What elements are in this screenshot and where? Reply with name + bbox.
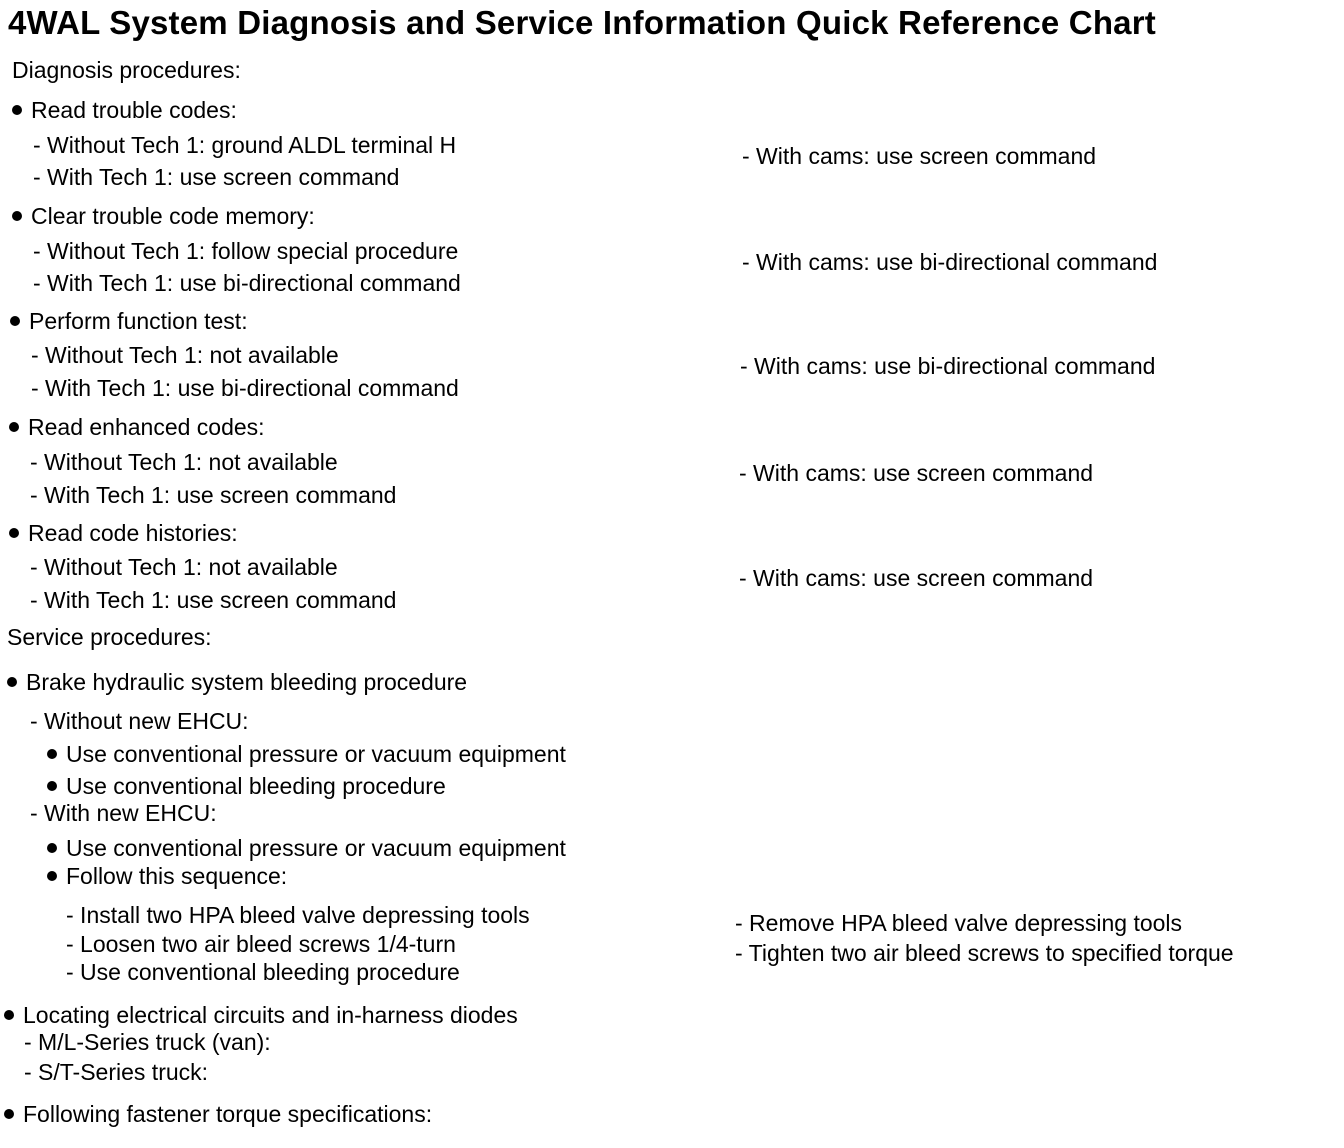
diagnosis-item-label: Perform function test: [10, 307, 248, 335]
with-tech-line: - With Tech 1: use screen command [30, 482, 397, 508]
without-tech-line: - Without Tech 1: not available [30, 554, 338, 580]
sequence-step-right: - Tighten two air bleed screws to specified torque [735, 940, 1234, 966]
with-tech-line: - With Tech 1: use screen command [33, 164, 400, 190]
without-new-ehcu: - Without new EHCU: [30, 708, 249, 734]
with-cams-line: - With cams: use bi-directional command [742, 249, 1158, 275]
diagnosis-item-label: Read trouble codes: [12, 96, 237, 124]
with-tech-line: - With Tech 1: use bi-directional command [31, 375, 459, 401]
brake-bleeding-label: Brake hydraulic system bleeding procedure [7, 668, 467, 696]
diagnosis-item-label: Clear trouble code memory: [12, 202, 315, 230]
locating-circuits-label: Locating electrical circuits and in-harness diodes [4, 1001, 518, 1029]
list-item: Use conventional pressure or vacuum equipment [47, 834, 566, 862]
ml-series-line: - M/L-Series truck (van): [24, 1029, 271, 1055]
with-cams-line: - With cams: use bi-directional command [740, 353, 1156, 379]
with-tech-line: - With Tech 1: use screen command [30, 587, 397, 613]
diagnosis-item-label: Read enhanced codes: [9, 413, 265, 441]
without-tech-line: - Without Tech 1: not available [31, 342, 339, 368]
without-tech-line: - Without Tech 1: follow special procedure [33, 238, 459, 264]
diagnosis-item-label: Read code histories: [9, 519, 238, 547]
list-item: Follow this sequence: [47, 862, 287, 890]
diagnosis-heading: Diagnosis procedures: [12, 57, 241, 83]
without-tech-line: - Without Tech 1: not available [30, 449, 338, 475]
with-new-ehcu: - With new EHCU: [30, 800, 217, 826]
service-heading: Service procedures: [7, 624, 212, 650]
with-tech-line: - With Tech 1: use bi-directional command [33, 270, 461, 296]
fastener-torque-label: Following fastener torque specifications: [4, 1100, 432, 1128]
sequence-step-right: - Remove HPA bleed valve depressing tools [735, 910, 1183, 936]
list-item: Use conventional bleeding procedure [47, 772, 446, 800]
list-item: Use conventional pressure or vacuum equipment [47, 740, 566, 768]
st-series-line: - S/T-Series truck: [24, 1059, 209, 1085]
page-title: 4WAL System Diagnosis and Service Information Quick Reference Chart [8, 4, 1156, 41]
with-cams-line: - With cams: use screen command [742, 143, 1097, 169]
with-cams-line: - With cams: use screen command [739, 460, 1094, 486]
sequence-step: - Use conventional bleeding procedure [66, 959, 460, 985]
sequence-step: - Loosen two air bleed screws 1/4-turn [66, 931, 456, 957]
without-tech-line: - Without Tech 1: ground ALDL terminal H [33, 132, 457, 158]
with-cams-line: - With cams: use screen command [739, 565, 1094, 591]
sequence-step: - Install two HPA bleed valve depressing tools [66, 902, 530, 928]
